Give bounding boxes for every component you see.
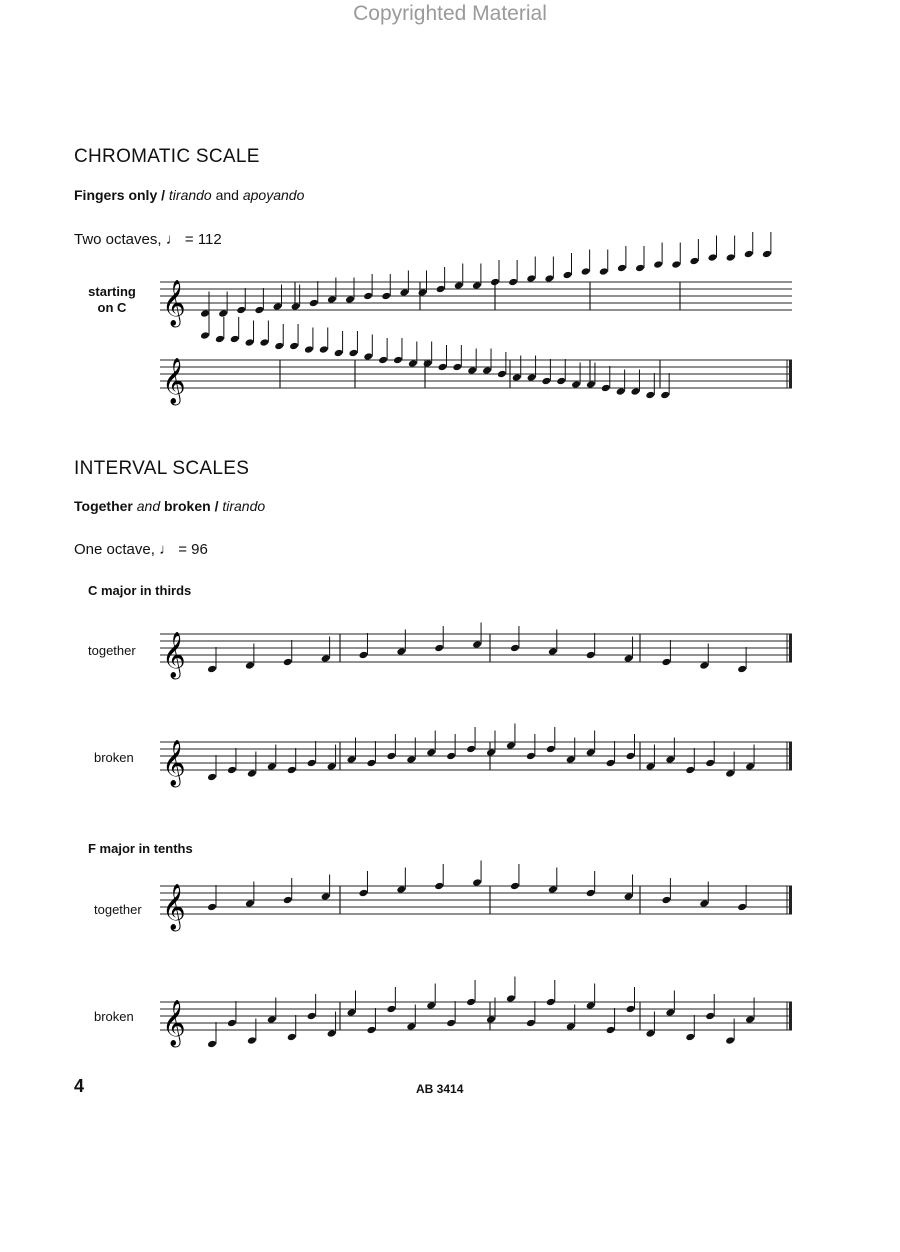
note-head (348, 349, 358, 358)
note-head (207, 1040, 217, 1049)
staff-f-together (160, 860, 800, 950)
note-head (227, 1019, 237, 1028)
note-head (446, 1019, 456, 1028)
note-head (236, 306, 246, 315)
note-head (363, 352, 373, 361)
note-head (327, 762, 337, 771)
note-head (725, 769, 735, 778)
note-head (630, 387, 640, 396)
note-head (472, 878, 482, 887)
note-head (218, 309, 228, 318)
staff-label-broken-c: broken (94, 750, 134, 765)
note-head (586, 1001, 596, 1010)
note-head (699, 661, 709, 670)
note-head (544, 274, 554, 283)
note-head (586, 748, 596, 757)
note-head (319, 345, 329, 354)
note-head (705, 1012, 715, 1021)
note-head (548, 647, 558, 656)
note-head (512, 373, 522, 382)
note-head (291, 302, 301, 311)
note-head (586, 380, 596, 389)
note-head (207, 903, 217, 912)
note-head (745, 762, 755, 771)
page-number: 4 (74, 1076, 85, 1096)
note-head (653, 260, 663, 269)
note-head (635, 264, 645, 273)
note-head (381, 292, 391, 301)
note-head (472, 281, 482, 290)
f-major-tenths-label: F major in tenths (88, 841, 193, 856)
note-head (571, 380, 581, 389)
note-head (366, 1026, 376, 1035)
section-title-chromatic: CHROMATIC SCALE (74, 146, 260, 167)
note-head (334, 349, 344, 358)
note-head (347, 1008, 357, 1017)
note-head (762, 250, 772, 259)
watermark: Copyrighted Material (353, 2, 547, 25)
note-head (541, 377, 551, 386)
note-head (426, 1001, 436, 1010)
note-head (665, 1008, 675, 1017)
note-head (661, 896, 671, 905)
note-head (245, 899, 255, 908)
note-head (546, 998, 556, 1007)
note-head (606, 1026, 616, 1035)
note-head (617, 264, 627, 273)
note-head (259, 338, 269, 347)
note-head (626, 1005, 636, 1014)
note-head (274, 342, 284, 351)
staff-c-together (160, 612, 800, 692)
staff-label-together-c: together (88, 643, 136, 658)
note-head (626, 752, 636, 761)
note-head (566, 755, 576, 764)
note-head (699, 899, 709, 908)
chromatic-tempo: Two octaves, ♩ = 112 (74, 231, 222, 248)
note-head (287, 766, 297, 775)
note-head (645, 391, 655, 400)
note-head (408, 359, 418, 368)
note-head (510, 882, 520, 891)
note-head (309, 299, 319, 308)
staff-c-broken (160, 720, 800, 800)
final-barline-thick (789, 1002, 792, 1030)
note-head (418, 288, 428, 297)
note-head (423, 359, 433, 368)
note-head (506, 994, 516, 1003)
staff-f-broken (160, 976, 800, 1066)
note-head (386, 752, 396, 761)
note-head (366, 759, 376, 768)
final-barline-thick (789, 742, 792, 770)
note-head (581, 267, 591, 276)
note-head (289, 342, 299, 351)
note-head (452, 363, 462, 372)
note-head (586, 889, 596, 898)
note-head (307, 759, 317, 768)
note-head (347, 755, 357, 764)
note-head (466, 745, 476, 754)
note-head (685, 1033, 695, 1042)
note-head (207, 665, 217, 674)
note-head (345, 295, 355, 304)
note-head (304, 345, 314, 354)
treble-clef: 𝄞 (162, 884, 186, 930)
note-head (601, 384, 611, 393)
note-head (486, 1015, 496, 1024)
note-head (247, 1036, 257, 1045)
treble-clef: 𝄞 (162, 1000, 186, 1046)
note-head (283, 658, 293, 667)
note-head (399, 288, 409, 297)
note-head (737, 665, 747, 674)
note-head (606, 759, 616, 768)
catalog-number: AB 3414 (416, 1082, 464, 1096)
note-head (363, 292, 373, 301)
note-head (689, 257, 699, 266)
note-head (737, 903, 747, 912)
note-head (267, 1015, 277, 1024)
note-head (508, 278, 518, 287)
note-head (358, 889, 368, 898)
treble-clef: 𝄞 (162, 358, 186, 404)
note-head (586, 651, 596, 660)
staff-chromatic-1 (160, 262, 800, 342)
note-head (660, 391, 670, 400)
note-head (705, 759, 715, 768)
note-head (563, 271, 573, 280)
c-major-thirds-label: C major in thirds (88, 583, 192, 598)
note-head (726, 253, 736, 262)
note-head (624, 892, 634, 901)
staff-chromatic-2 (160, 340, 800, 420)
note-head (396, 885, 406, 894)
note-head (486, 748, 496, 757)
interval-tempo: One octave, ♩ = 96 (74, 541, 208, 558)
interval-subtitle: Together and broken / tirando (74, 498, 266, 514)
note-head (546, 745, 556, 754)
note-head (725, 1036, 735, 1045)
note-head (378, 356, 388, 365)
note-head (393, 356, 403, 365)
note-head (548, 885, 558, 894)
final-barline-thick (789, 886, 792, 914)
note-head (645, 762, 655, 771)
note-head (599, 267, 609, 276)
note-head (624, 654, 634, 663)
note-head (327, 1029, 337, 1038)
note-head (446, 752, 456, 761)
note-head (227, 766, 237, 775)
note-head (273, 302, 283, 311)
note-head (526, 752, 536, 761)
note-head (745, 1015, 755, 1024)
note-head (327, 295, 337, 304)
note-head (406, 755, 416, 764)
note-head (744, 250, 754, 259)
note-head (454, 281, 464, 290)
treble-clef: 𝄞 (162, 740, 186, 786)
note-head (254, 306, 264, 315)
note-head (396, 647, 406, 656)
staff-label-starting-on-c: starting on C (88, 284, 136, 315)
final-barline-thick (789, 360, 792, 388)
note-head (283, 896, 293, 905)
note-head (556, 377, 566, 386)
treble-clef: 𝄞 (162, 632, 186, 678)
note-head (466, 998, 476, 1007)
note-head (307, 1012, 317, 1021)
note-head (510, 644, 520, 653)
note-head (665, 755, 675, 764)
final-barline-thick (789, 634, 792, 662)
note-head (661, 658, 671, 667)
note-head (685, 766, 695, 775)
note-head (526, 1019, 536, 1028)
staff-label-broken-f: broken (94, 1009, 134, 1024)
note-head (497, 370, 507, 379)
note-head (438, 363, 448, 372)
note-head (434, 644, 444, 653)
note-head (566, 1022, 576, 1031)
note-head (406, 1022, 416, 1031)
note-head (527, 373, 537, 382)
note-head (247, 769, 257, 778)
note-head (358, 651, 368, 660)
note-head (708, 253, 718, 262)
note-head (200, 309, 210, 318)
note-head (436, 285, 446, 294)
note-head (467, 366, 477, 375)
note-head (526, 274, 536, 283)
staff-label-together-f: together (94, 902, 142, 917)
note-head (426, 748, 436, 757)
note-head (207, 773, 217, 782)
section-title-interval: INTERVAL SCALES (74, 458, 250, 479)
note-head (434, 882, 444, 891)
note-head (287, 1033, 297, 1042)
note-head (482, 366, 492, 375)
note-head (245, 661, 255, 670)
note-head (472, 640, 482, 649)
note-head (245, 338, 255, 347)
chromatic-subtitle: Fingers only / tirando and apoyando (74, 187, 305, 203)
note-head (506, 741, 516, 750)
note-head (671, 260, 681, 269)
note-head (321, 892, 331, 901)
note-head (267, 762, 277, 771)
note-head (321, 654, 331, 663)
note-head (645, 1029, 655, 1038)
note-head (490, 278, 500, 287)
note-head (616, 387, 626, 396)
note-head (386, 1005, 396, 1014)
treble-clef: 𝄞 (162, 280, 186, 326)
